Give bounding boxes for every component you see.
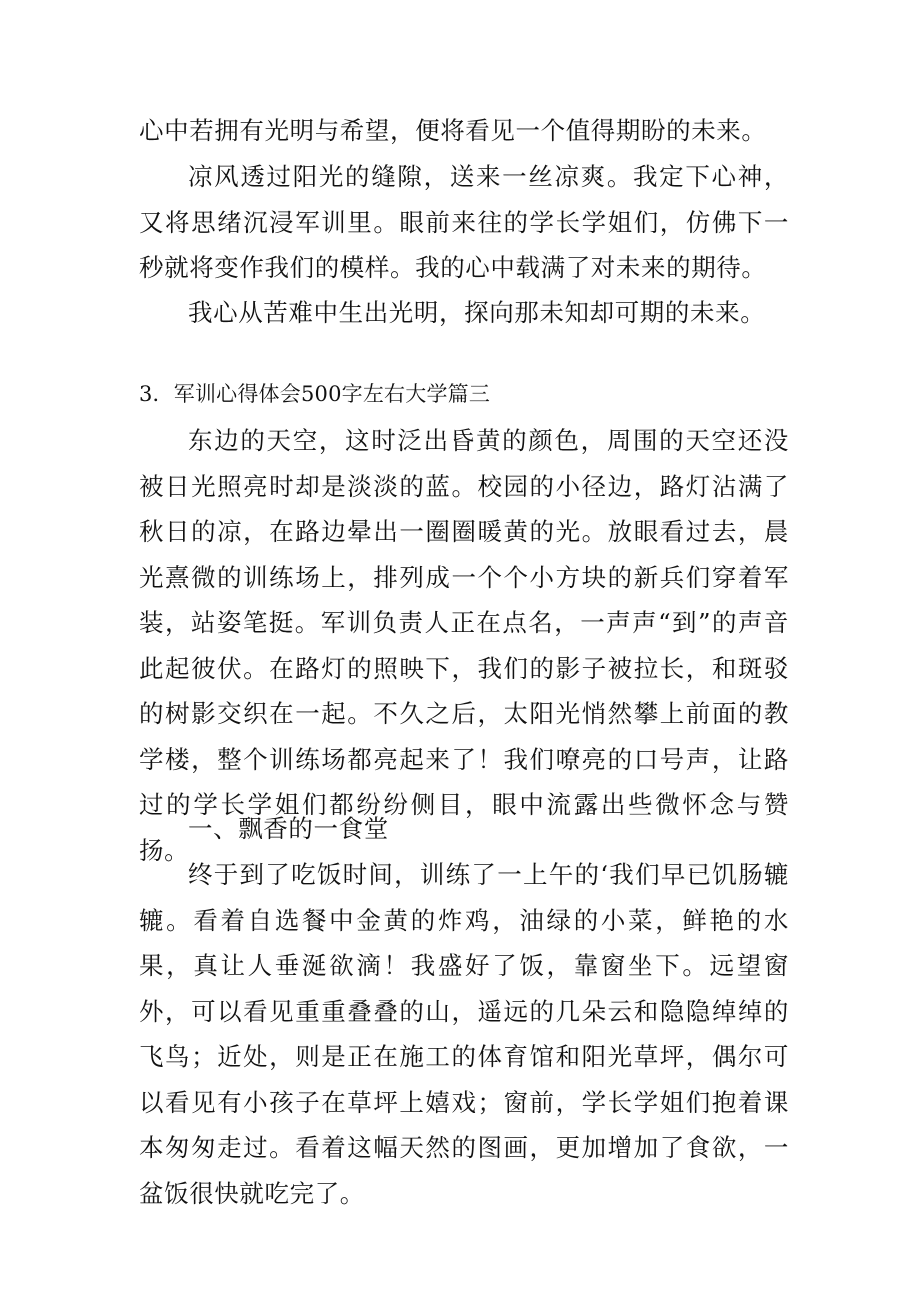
section-heading-part-three: 3．军训心得体会500字左右大学篇三 [139, 382, 491, 406]
paragraph-eastern-sky: 东边的天空，这时泛出昏黄的颜色，周围的天空还没被日光照亮时却是淡淡的蓝。校园的小径边，路灯沾满了秋日的凉，在路边晕出一圈圈暖黄的光。放眼看过去，晨光熹微的训练场上，排列成一个个小方块的新兵们穿着军装，站姿笔挺。军训负责人正在点名，一声声“到”的声音此起彼伏。在路灯的照映下，我们的影子被拉长，和斑驳的树影交织在一起。不久之后，太阳光悄然攀上前面的教学楼，整个训练场都亮起来了！我们嘹亮的口号声，让路过的学长学姐们都纷纷侧目，眼中流露出些微怀念与赞扬。 [139, 426, 789, 865]
paragraph-light-from-hardship: 我心从苦难中生出光明，探向那未知却可期的未来。 [188, 298, 766, 327]
paragraph-cool-breeze: 凉风透过阳光的缝隙，送来一丝凉爽。我定下心神，又将思绪沉浸军训里。眼前来往的学长学姐们，仿佛下一秒就将变作我们的模样。我的心中载满了对未来的期待。 [139, 162, 789, 282]
paragraph-opening-line: 心中若拥有光明与希望，便将看见一个值得期盼的未来。 [139, 116, 767, 145]
subheading-canteen: 一、飘香的一食堂 [188, 814, 389, 843]
paragraph-lunch-time: 终于到了吃饭时间，训练了一上午的‘我们早已饥肠辘辘。看着自选餐中金黄的炸鸡，油绿的小菜，鲜艳的水果，真让人垂涎欲滴！我盛好了饭，靠窗坐下。远望窗外，可以看见重重叠叠的山，遥远的几朵云和隐隐绰绰的飞鸟；近处，则是正在施工的体育馆和阳光草坪，偶尔可以看见有小孩子在草坪上嬉戏；窗前，学长学姐们抱着课本匆匆走过。看着这幅天然的图画，更加增加了食欲，一盆饭很快就吃完了。 [139, 860, 789, 1208]
